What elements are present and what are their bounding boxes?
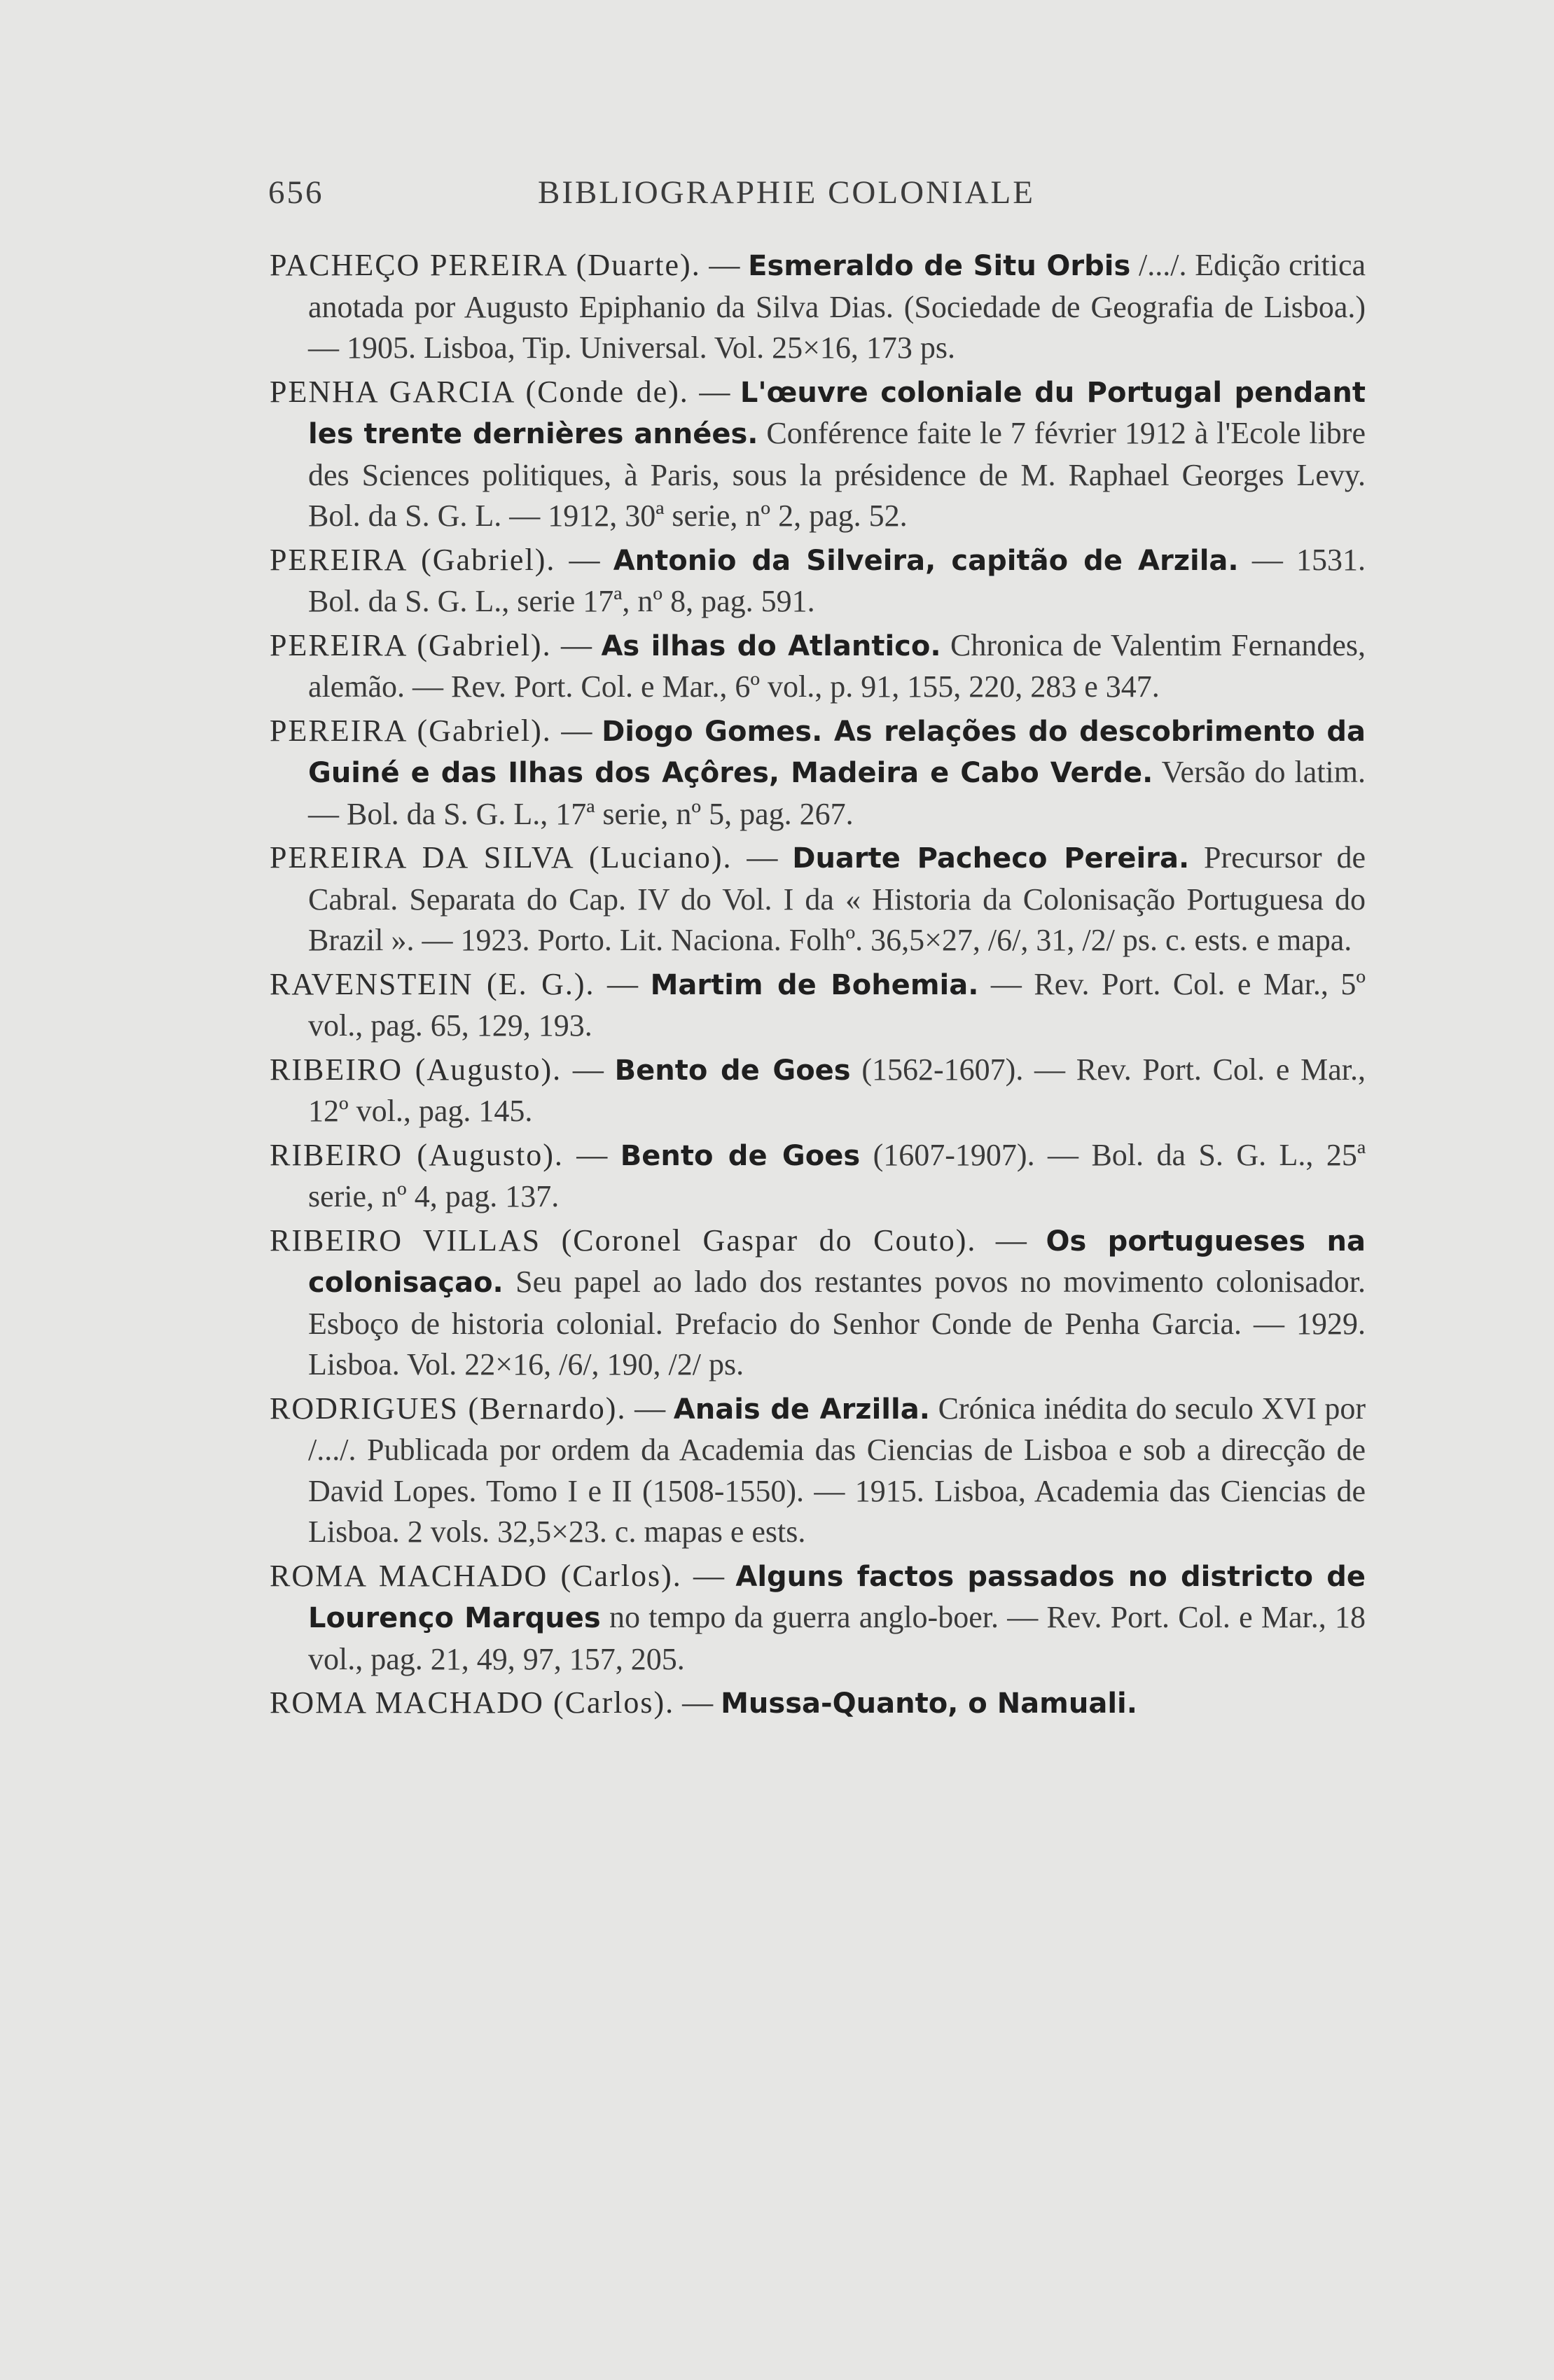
entry-work-title: Bento de Goes	[614, 1054, 851, 1087]
entry-work-title: Duarte Pacheco Pereira.	[792, 842, 1190, 875]
entry-author: RIBEIRO (Augusto).	[270, 1052, 562, 1087]
entry-details: Crónica inédita do seculo XVI por /.../. Publicada por ordem da Academia das Ciencias de Lisboa e sob a direcção de David Lopes. Tomo I e II (1508-1550). — 1915. Lisboa, Academia das Ciencias de Lisboa. 2 vols. 32,5×23. c. mapas e ests.	[308, 1391, 1366, 1549]
bibliography-entry: ROMA MACHADO (Carlos). — Alguns factos passados no districto de Lourenço Marques no tempo da guerra anglo-boer. — Rev. Port. Col. e Mar., 18 vol., pag. 21, 49, 97, 157, 205.	[270, 1558, 1366, 1676]
bibliography-entry: PENHA GARCIA (Conde de). — L'œuvre coloniale du Portugal pendant les trente dernières années. Conférence faite le 7 février 1912 à l'Ecole libre des Sciences politiques, à Paris, sous la présidence de M. Raphael Georges Levy. Bol. da S. G. L. — 1912, 30ª serie, nº 2, pag. 52.	[270, 374, 1366, 533]
entry-details: Conférence faite le 7 février 1912 à l'Ecole libre des Sciences politiques, à Paris, sous la présidence de M. Raphael Georges Levy. Bol. da S. G. L. — 1912, 30ª serie, nº 2, pag. 52.	[308, 416, 1366, 533]
entry-details: (1607-1907). — Bol. da S. G. L., 25ª serie, nº 4, pag. 137.	[308, 1137, 1366, 1213]
entry-work-title: L'œuvre coloniale du Portugal pendant les trente dernières années.	[308, 376, 1366, 450]
bibliography-entry: ROMA MACHADO (Carlos). — Mussa-Quanto, o Namuali.	[270, 1685, 1137, 1720]
bibliography-entry: RIBEIRO VILLAS (Coronel Gaspar do Couto). — Os portugueses na colonisaçao. Seu papel ao lado dos restantes povos no movimento colonisador. Esboço de historia colonial. Prefacio do Senhor Conde de Penha Garcia. — 1929. Lisboa. Vol. 22×16, /6/, 190, /2/ ps.	[270, 1223, 1366, 1382]
entry-work-title: As ilhas do Atlantico.	[601, 629, 941, 662]
bibliography-entry: PACHEÇO PEREIRA (Duarte). — Esmeraldo de Situ Orbis /.../. Edição critica anotada por Augusto Epiphanio da Silva Dias. (Sociedade de Geografia de Lisboa.) — 1905. Lisboa, Tip. Universal. Vol. 25×16, 173 ps.	[270, 248, 1366, 365]
entry-details: Seu papel ao lado dos restantes povos no movimento colonisador. Esboço de historia colonial. Prefacio do Senhor Conde de Penha Garcia. — 1929. Lisboa. Vol. 22×16, /6/, 190, /2/ ps.	[308, 1265, 1366, 1382]
running-head	[268, 174, 1109, 223]
bibliography-entry: PEREIRA (Gabriel). — Diogo Gomes. As relações do descobrimento da Guiné e das Ilhas dos Açôres, Madeira e Cabo Verde. Versão do latim. — Bol. da S. G. L., 17ª serie, nº 5, pag. 267.	[270, 713, 1366, 831]
entry-work-title: Mussa-Quanto, o Namuali.	[721, 1687, 1137, 1720]
bibliography-entry: RODRIGUES (Bernardo). — Anais de Arzilla. Crónica inédita do seculo XVI por /.../. Publicada por ordem da Academia das Ciencias de Lisboa e sob a direcção de David Lopes. Tomo I e II (1508-1550). — 1915. Lisboa, Academia das Ciencias de Lisboa. 2 vols. 32,5×23. c. mapas e ests.	[270, 1391, 1366, 1549]
bibliography-entries	[270, 245, 1366, 1727]
running-title: BIBLIOGRAPHIE COLONIALE	[538, 174, 1035, 211]
entry-author: PENHA GARCIA (Conde de).	[270, 374, 689, 409]
entry-author: RIBEIRO (Augusto).	[270, 1137, 564, 1172]
entry-details: no tempo da guerra anglo-boer. — Rev. Port. Col. e Mar., 18 vol., pag. 21, 49, 97, 157, 205.	[308, 1600, 1366, 1676]
entry-details: Chronica de Valentim Fernandes, alemão. — Rev. Port. Col. e Mar., 6º vol., p. 91, 155, 220, 283 e 347.	[308, 627, 1366, 704]
bibliography-entry: RAVENSTEIN (E. G.). — Martim de Bohemia. — Rev. Port. Col. e Mar., 5º vol., pag. 65, 129, 193.	[270, 966, 1366, 1043]
entry-details: (1562-1607). — Rev. Port. Col. e Mar., 12º vol., pag. 145.	[308, 1052, 1366, 1128]
entry-work-title: Esmeraldo de Situ Orbis	[748, 250, 1131, 282]
entry-work-title: Antonio da Silveira, capitão de Arzila.	[613, 544, 1239, 577]
entry-work-title: Diogo Gomes. As relações do descobrimento da Guiné e das Ilhas dos Açôres, Madeira e Cabo Verde.	[308, 715, 1366, 789]
entry-details: Precursor de Cabral. Separata do Cap. IV do Vol. I da « Historia da Colonisação Portuguesa do Brazil ». — 1923. Porto. Lit. Naciona. Folhº. 36,5×27, /6/, 31, /2/ ps. c. ests. e mapa.	[308, 840, 1366, 957]
entry-author: PACHEÇO PEREIRA (Duarte).	[270, 248, 701, 282]
entry-author: RAVENSTEIN (E. G.).	[270, 966, 595, 1001]
entry-author: ROMA MACHADO (Carlos).	[270, 1558, 682, 1593]
bibliography-entry: RIBEIRO (Augusto). — Bento de Goes (1607-1907). — Bol. da S. G. L., 25ª serie, nº 4, pag. 137.	[270, 1137, 1366, 1213]
entry-work-title: Martim de Bohemia.	[650, 968, 979, 1001]
bibliography-entry: PEREIRA (Gabriel). — As ilhas do Atlantico. Chronica de Valentim Fernandes, alemão. — Rev. Port. Col. e Mar., 6º vol., p. 91, 155, 220, 283 e 347.	[270, 627, 1366, 704]
bibliography-entry: PEREIRA DA SILVA (Luciano). — Duarte Pacheco Pereira. Precursor de Cabral. Separata do Cap. IV do Vol. I da « Historia da Colonisação Portuguesa do Brazil ». — 1923. Porto. Lit. Naciona. Folhº. 36,5×27, /6/, 31, /2/ ps. c. ests. e mapa.	[270, 840, 1366, 957]
entry-author: PEREIRA (Gabriel).	[270, 627, 552, 662]
entry-author: RODRIGUES (Bernardo).	[270, 1391, 627, 1426]
entry-details: Versão do latim. — Bol. da S. G. L., 17ª serie, nº 5, pag. 267.	[308, 755, 1366, 831]
bibliography-entry: PEREIRA (Gabriel). — Antonio da Silveira, capitão de Arzila. — 1531. Bol. da S. G. L., serie 17ª, nº 8, pag. 591.	[270, 542, 1366, 618]
entry-details: — 1531. Bol. da S. G. L., serie 17ª, nº 8, pag. 591.	[308, 542, 1366, 618]
entry-author: PEREIRA DA SILVA (Luciano).	[270, 840, 733, 875]
entry-details: /.../. Edição critica anotada por Augusto Epiphanio da Silva Dias. (Sociedade de Geografia de Lisboa.) — 1905. Lisboa, Tip. Universal. Vol. 25×16, 173 ps.	[308, 248, 1366, 365]
page-number: 656	[268, 174, 324, 211]
entry-work-title: Bento de Goes	[620, 1139, 861, 1172]
entry-work-title: Anais de Arzilla.	[673, 1393, 930, 1426]
entry-work-title: Os portugueses na colonisaçao.	[308, 1225, 1366, 1299]
entry-author: RIBEIRO VILLAS (Coronel Gaspar do Couto).	[270, 1223, 977, 1258]
bibliography-entry: RIBEIRO (Augusto). — Bento de Goes (1562-1607). — Rev. Port. Col. e Mar., 12º vol., pag. 145.	[270, 1052, 1366, 1128]
entry-work-title: Alguns factos passados no districto de Lourenço Marques	[308, 1560, 1366, 1634]
entry-author: ROMA MACHADO (Carlos).	[270, 1685, 675, 1720]
entry-details: — Rev. Port. Col. e Mar., 5º vol., pag. 65, 129, 193.	[308, 966, 1366, 1043]
entry-author: PEREIRA (Gabriel).	[270, 713, 552, 748]
entry-author: PEREIRA (Gabriel).	[270, 542, 556, 577]
